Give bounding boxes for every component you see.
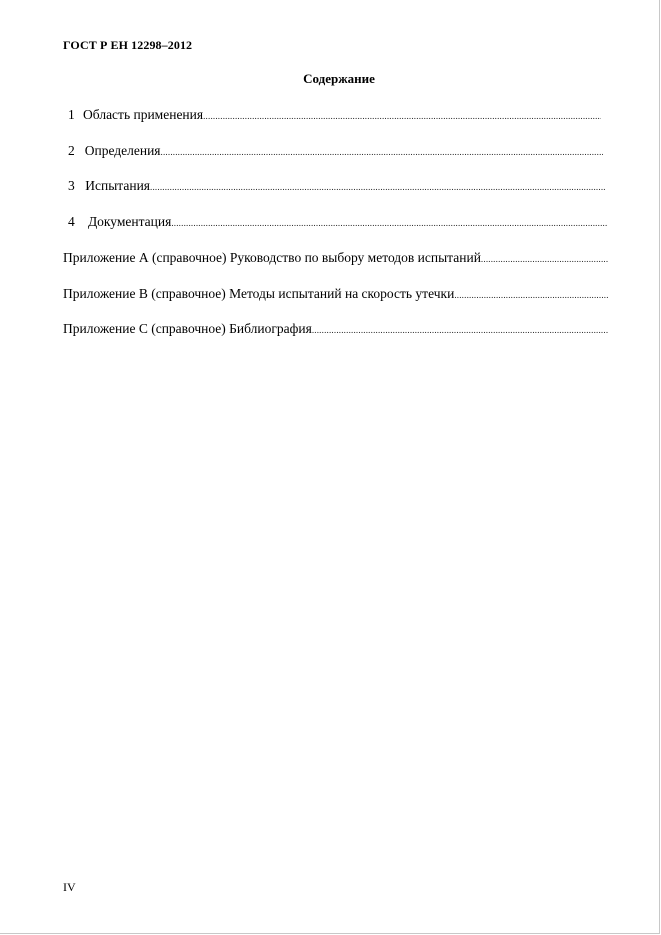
dot-leader <box>161 147 603 157</box>
toc-entry-label: Документация <box>87 214 172 229</box>
dot-leader <box>454 290 608 300</box>
toc-entry-label: Испытания <box>85 178 151 193</box>
toc-appendix-c[interactable] <box>63 321 608 339</box>
toc-entry-number: 1 <box>68 107 75 122</box>
toc-entry-2[interactable] <box>63 143 603 161</box>
toc-entry-number: 2 <box>68 143 75 158</box>
dot-leader <box>171 218 608 228</box>
toc-entry-label: Приложение С (справочное) Библиография <box>63 321 312 336</box>
toc-entry-label: Область применения <box>83 107 204 122</box>
toc-entry-label: Приложение В (справочное) Методы испытаний на скорость утечки <box>63 286 455 301</box>
page-number: IV <box>63 880 76 894</box>
toc-entry-number: 3 <box>68 178 75 193</box>
document-code: ГОСТ Р ЕН 12298–2012 <box>63 38 193 52</box>
toc-entry-number: 4 <box>68 214 75 229</box>
dot-leader <box>312 325 608 335</box>
toc-entry-label: Приложение А (справочное) Руководство по выбору методов испытаний <box>63 250 481 265</box>
toc-appendix-b[interactable] <box>63 286 608 304</box>
toc-appendix-a[interactable] <box>63 250 608 268</box>
toc-entry-3[interactable] <box>63 178 606 196</box>
dot-leader <box>481 254 608 264</box>
toc-entry-label: Определения <box>84 143 161 158</box>
dot-leader <box>203 111 601 121</box>
toc-entry-1[interactable] <box>63 107 601 125</box>
toc-title: Содержание <box>303 71 375 86</box>
toc-entry-4[interactable] <box>63 214 608 232</box>
dot-leader <box>150 182 606 192</box>
